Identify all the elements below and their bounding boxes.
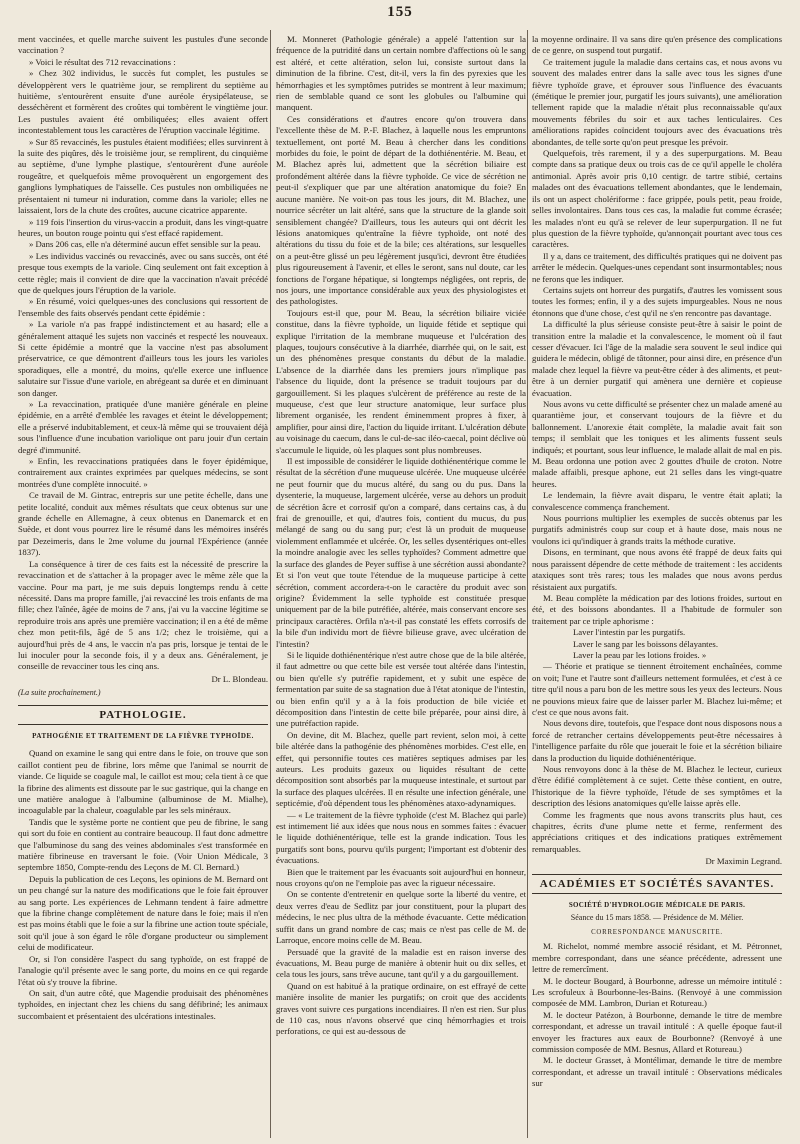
page-number: 155: [387, 4, 413, 20]
section-divider: [532, 893, 782, 894]
paragraph: » Dans 206 cas, elle n'a déterminé aucun effet sensible sur la peau.: [29, 239, 261, 250]
paragraph: On se contente d'entretenir en quelque sorte la liberté du ventre, et deux verres d'eau de Sedlitz par jour constituent, pour la plupart des médecins, le nec plus ultra de la méthode évacuante. Cette médication suffit dans un grand nombre de cas; mais ce n'est pas celle de M. de Larroque, encore moins celle de M. Beau.: [276, 889, 526, 946]
section-divider: [532, 874, 782, 875]
paragraph: Quand on est habitué à la pratique ordinaire, on est effrayé de cette manière insolite de manier les purgatifs; on croit que des accidents graves vont suivre ces purgations incendiaires. Il n'en est rien. Sur plus de 110 cas, nous n'avons observé que cinq hémorrhagies et trois perforations, ce qui est au-dessous de: [276, 980, 526, 1037]
paragraph: » La variole n'a pas frappé indistinctement et au hasard; elle a généralement attaqué les sujets non vaccinés et respecté les nouveaux. Si cette épidémie a montré que la vaccine n'est pas absolument préservatrice, ce que démontrent d'ailleurs tous les jours les varioles sporadiques, elle a montré, du moins, qu'elle exerce une influence salutaire sur l'issue d'une variole, en abrégeant sa durée et en diminuant son danger.: [18, 319, 268, 398]
paragraph: On devine, dit M. Blachez, quelle part revient, selon moi, à cette bile altérée dans la pathogénie des phénomènes morbides. C'est elle, en effet, qui personnifie toutes ces matières septiques admises par les auteurs. Les produits gazeux ou liquides résultant de cette décomposition sont absorbés par la muqueuse intestinale, et surtout par la surface des plaques ulcérées. Il en résulte une infection générale, une septicémie, d'où dépendent tous les phénomènes ataxo-adynamiques.: [276, 729, 526, 809]
paragraph: » La revaccination, pratiquée d'une manière générale en pleine épidémie, en a arrêté d'emblée les ravages et éteint le développement; elle a préservé indubitablement, et ceux-là même qui se trouvaient déjà sous l'influence d'une incubation variolique ont paru jouir d'un certain degré d'immunité.: [18, 399, 268, 455]
paragraph: Comme les fragments que nous avons transcrits plus haut, ces chapitres, écrits d'une plume nette et ferme, renferment des appréciations critiques et des indications pratiques extrêmement remarquables.: [532, 809, 782, 854]
section-divider: [18, 705, 268, 706]
column-right: [532, 34, 782, 1138]
paragraph: Nous renvoyons donc à la thèse de M. Blachez le lecteur, curieux d'être édifié complètement à ce sujet. Cette thèse contient, en outre, l'historique de la fièvre typhoïde, l'étude de ses symptômes et la description des lésions anatomiques qu'elle laisse après elle.: [532, 764, 782, 809]
paragraph: Certains sujets ont horreur des purgatifs, d'autres les vomissent sous toutes les formes; enfin, il y a des sujets impurgeables. Nous ne nous étonnons que d'une chose, c'est qu'il ne s'en rencontre pas davantage.: [532, 284, 782, 318]
paragraph: Quand on examine le sang qui entre dans le foie, on trouve que son caillot contient peu de fibrine, lors même que l'animal se nourrit de viande. Ce liquide se coagule mal, le caillot est mou; cela tient à ce que la fibrine des aliments est dissoute par le suc gastrique, qui la change en une matière analogue à l'albumine (albuminose de M. Mialhe), incoagulable par la chaleur, coagulable par les sels minéraux.: [18, 748, 268, 816]
section-heading: ACADÉMIES ET SOCIÉTÉS SAVANTES.: [539, 877, 775, 890]
paragraph: » Les individus vaccinés ou revaccinés, avec ou sans succès, ont été presque tous exempts de la variole. Cinq seulement ont fait exception à cette règle; mais il convient de dire que la vaccination n'avait précédé que de quelques jours l'éruption de la variole.: [18, 250, 268, 295]
paragraph: M. le docteur Patézon, à Bourbonne, demande le titre de membre correspondant, et adresse un travail intitulé : A quelle époque faut-il envoyer les fractures aux eaux de Bourbonne? (Renvoyé à une commission composée de MM. Besnus, Allard et Rotureau.): [532, 1009, 782, 1054]
paragraph: Nous avons vu cette difficulté se présenter chez un malade amené au quarantième jour, et conservant toujours de la fièvre et du ballonnement. L'anorexie était complète, la maladie avait fait son temps; il semblait que les toniques et les aliments fussent seuls indiqués; et pourtant, sous leur influence, le malade allait de mal en pis. M. Beau ordonna une potion avec 2 gouttes d'huile de croton. Notre malade affaibli, presque aphone, eut 21 selles dans les vingt-quatre heures.: [532, 399, 782, 489]
paragraph: Nous devons dire, toutefois, que l'espace dont nous disposons nous a forcé de retrancher certains développements peut-être nécessaires à l'intelligence parfaite du rôle que jouerait le foie et la sécrétion biliaire dans la production du liquide dothiénentérique.: [532, 718, 782, 763]
aphorism-item: Laver la peau par les lotions froides. »: [573, 649, 707, 660]
paragraph: On sait, d'un autre côté, que Magendie produisait des phénomènes typhoïdes, en injectant chez les chiens du sang défibriné; les animaux succombaient et présentaient des ulcérations intestinales.: [18, 987, 268, 1021]
column-left: [18, 34, 268, 1138]
paragraph: M. le docteur Bougard, à Bourbonne, adresse un mémoire intitulé : Les scrofuleux à Bourbonne-les-Bains. (Renvoyé à une commission composée de MM. Lambron, Durian et Rotureau.): [532, 975, 782, 1009]
paragraph: » En résumé, voici quelques-unes des conclusions qui ressortent de l'ensemble des faits observés pendant cette épidémie :: [18, 296, 268, 318]
article-title: PATHOGÉNIE ET TRAITEMENT DE LA FIÈVRE TYPHOÏDE.: [32, 731, 254, 740]
paragraph: » Enfin, les revaccinations pratiquées dans le foyer épidémique, contrairement aux craintes exprimées par quelques médecins, se sont montrées d'une complète innocuité. »: [18, 456, 268, 489]
paragraph: Ce travail de M. Gintrac, entrepris sur une petite échelle, dans une petite localité, conduit aux mêmes résultats que ceux obtenus sur une grande échelle en Allemagne, à ceux obtenus en Danemarck et en Suède, et dont vous pourrez lire le résumé dans les mémoires insérés par Dezeimeris, dans le 2me volume du journal l'Expérience (année 1837).: [18, 490, 268, 558]
paragraph: Il est impossible de considérer le liquide dothiénentérique comme le résultat de la sécrétion d'une muqueuse ulcérée. Une muqueuse ulcérée ne peut fournir que du mucus altéré, du sang ou du pus. Dans la dysenterie, la muqueuse, largement ulcérée, verse au dehors un produit de sécrétion âcre et corrosif qu'on a comparé, dans certains cas, à du frai de grenouille, et qui, d'autres fois, contient du mucus, du pus mélangé de sang ou du sang pur; c'est là un produit de muqueuse violemment enflammée et ulcérée. Or, les selles dysentériques ont-elles la moindre analogie avec les selles typhoïdes? Comment admettre que la surface des glandes de Peyer suffise à une sécrétion aussi abondante? Et si l'on veut que toute l'étendue de la muqueuse participe à cette sécrétion, comment accordera-t-on le caractère du produit avec son origine? Évidemment la selle typhoïde est constituée presque uniquement par de la bile putréfiée, altérée, mais conservant encore ses principaux caractères. Orfila n'a-t-il pas constaté les effets corrosifs de la bile d'un individu mort de fièvre bilieuse grave, avec ulcération de l'intestin?: [276, 456, 526, 649]
society-title: SOCIÉTÉ D'HYDROLOGIE MÉDICALE DE PARIS.: [568, 901, 746, 910]
paragraph: M. Richelot, nommé membre associé résidant, et M. Pétronnet, membre correspondant, dans une séance précédente, adressent une lettre de remercîment.: [532, 941, 782, 975]
paragraph: Quelquefois, très rarement, il y a des superpurgations. M. Beau compte dans sa pratique deux ou trois cas de ce qu'il appelle le choléra antimonial. Après avoir pris 0,10 centigr. de tartre stibié, certains malades ont des évacuations tellement abondantes, que le lendemain, ils ont un aspect cholériforme : face grippée, pouls petit, peau froide, selles involontaires. Dans tous ces cas, la maladie fut comme écrasée; les malades n'ont eu qu'à se relever de leur superpurgation. Il ne fut plus question de la fièvre typhoïde, qu'annonçait pourtant avec tous ces caractères.: [532, 148, 782, 250]
paragraph: M. Monneret (Pathologie générale) a appelé l'attention sur la fréquence de la putridité dans un certain nombre d'affections où le sang est altéré, et cette altération, selon lui, consiste surtout dans la diminution de la fibrine. C'est, dit-il, vers la fin des pyrexies que les hémorrhagies et les symptômes putrides se montrent à leur maximum; rien de semblable quand ce sont les globules ou l'albumine qui manquent.: [276, 34, 526, 113]
paragraph: Toujours est-il que, pour M. Beau, la sécrétion biliaire viciée constitue, dans la fièvre typhoïde, un liquide fétide et septique qui explique l'irritation de la membrane muqueuse et l'ulcération des plaques, toujours consécutive à la diarrhée, diarrhée qui, on le sait, est un des phénomènes presque constants du début de la maladie. L'absence de la diarrhée dans les premiers jours n'implique pas l'absence du liquide, dont la présence se traduit toujours par du gargouillement. Si les plaques s'ulcèrent de préférence au reste de la muqueuse, c'est que leur structure anatomique, leur surface plus librement organisée, les rendent éminemment propres à fixer, à amplifier, pour ainsi dire, l'action du liquide irritant. L'ulcération débute au voisinage du caecum, dans le cul-de-sac iléo-caecal, point déclive où s'accumule le liquide, où les plaques sont plus nombreuses.: [276, 307, 526, 455]
paragraph: — « Le traitement de la fièvre typhoïde (c'est M. Blachez qui parle) est intimement lié aux idées que nous nous en sommes faites : évacuer le liquide dothiénentérique, telle est la grande indication. Tous les purgatifs sont bons, pourvu qu'ils purgent; l'important est d'obtenir des évacuations.: [276, 809, 526, 866]
column-middle: [276, 34, 526, 1138]
paragraph: Persuadé que la gravité de la maladie est en raison inverse des évacuations, M. Beau purge de manière à obtenir huit ou dix selles, et cela tous les jours, sans trêve aucune, tant qu'il y a du gargouillement.: [276, 946, 526, 980]
paragraph: Le lendemain, la fièvre avait disparu, le ventre était aplati; la convalescence commença franchement.: [532, 490, 782, 512]
paragraph: Ces considérations et d'autres encore qu'on trouvera dans l'excellente thèse de M. P.-F. Blachez, à laquelle nous les empruntons textuellement, ont porté M. Beau à chercher dans les conditions morbides du foie, le point de départ de la dothiénentérie. M. Beau, et M. Blachez après lui, admettent que la sécrétion biliaire est profondément altérée dans la fièvre typhoïde. Ce vice de sécrétion ne peut-il s'expliquer que par une altération anatomique du foie? En aucune manière. Ne voit-on pas tous les jours, dit M. Blachez, une nourrice sécréter un lait altéré, sans que la structure de la glande soit sensiblement changée? D'ailleurs, tous les auteurs qui ont décrit les lésions anatomiques qu'entraîne la fièvre typhoïde, ont noté des altérations du tissu du foie et de la bile; ces altérations, sur lesquelles on a peut-être glissé un peu légèrement jusqu'ici, devront être étudiées plus rigoureusement à l'avenir, et elles le seront, sans nul doute, car les fonctions de l'organe hépatique, si longtemps négligées, ont repris, de nos jours, une importance considérable aux yeux des physiologistes et des pathologistes.: [276, 113, 526, 307]
paragraph: ment vaccinées, et quelle marche suivent les pustules d'une seconde vaccination ?: [18, 34, 268, 56]
paragraph: M. Beau complète la médication par des lotions froides, surtout en été, et des boissons abondantes. Il a l'habitude de formuler son traitement par ce triple aphorisme :: [532, 592, 782, 626]
paragraph: » Voici le résultat des 712 revaccinations :: [29, 56, 176, 67]
section-heading: PATHOLOGIE.: [99, 708, 187, 721]
paragraph: Nous pourrions multiplier les exemples de succès obtenus par les purgatifs administrés coup sur coup et à haute dose, mais nous ne voulons ici qu'indiquer à grands traits la méthode curative.: [532, 513, 782, 546]
paragraph: la moyenne ordinaire. Il va sans dire qu'en présence des complications de ce genre, on suspend tout purgatif.: [532, 34, 782, 56]
correspondance-heading: CORRESPONDANCE MANUSCRITE.: [591, 928, 723, 936]
paragraph: » 119 fois l'insertion du virus-vaccin a produit, dans les vingt-quatre heures, un bouton rouge pointu qui s'est effacé rapidement.: [18, 216, 268, 238]
seance-line: Séance du 15 mars 1858. — Présidence de M. Mélier.: [570, 913, 744, 923]
author-signature: Dr Maximin Legrand.: [705, 856, 782, 867]
paragraph: » Sur 85 revaccinés, les pustules étaient modifiées; elles survinrent à la suite des piqûres, dès le troisième jour, se remplirent, du cinquième au septième, d'une lymphe plastique, s'entourèrent d'une auréole rougeâtre, et quelquefois même provoquèrent un engorgement des ganglions lymphatiques de l'aisselle. Ces pustules non ombiliquées ne présentaient ni tumeur ni induration, comme dans la variole; elles ne laissaient, lors de la chute des croûtes, aucune cicatrice apparente.: [18, 136, 268, 216]
paragraph: Ce traitement jugule la maladie dans certains cas, et nous avons vu souvent des malades entrer dans la salle avec tous les signes d'une fièvre typhoïde grave, et éprouver sous l'influence des évacuants (émétique le premier jour, purgatif les jours suivants), une amélioration tellement rapide que la maladie n'était plus reconnaissable qu'aux mouvements fébriles du soir et aux taches lenticulaires. Ces améliorations rapides coïncident toujours avec des évacuations très abondantes, de telle sorte qu'on peut presque les prévoir.: [532, 56, 782, 147]
aphorism-item: Laver l'intestin par les purgatifs.: [573, 627, 686, 638]
paragraph: Depuis la publication de ces Leçons, les opinions de M. Bernard ont un peu changé sur la nature des modifications que le foie fait éprouver au sang porte. Les expériences de Lehmann tendent à faire admettre que la fibrine change complètement de nature dans le foie; mais il n'en est pas moins établi que le foie a sur la fibrine une action toute spéciale, soit qu'il joue à son égard le rôle d'organe producteur ou simplement celui de modificateur.: [18, 873, 268, 953]
paragraph: — Théorie et pratique se tiennent étroitement enchaînées, comme on voit; l'une et l'autre sont d'ailleurs nettement formulées, et c'est à ce titre qu'il nous a paru bon de les mettre sous les yeux des lecteurs. Nous ne pouvions mieux faire que de laisser parler M. Blachez lui-même; et c'est ce que nous avons fait.: [532, 661, 782, 717]
section-divider: [18, 724, 268, 725]
paragraph: M. le docteur Grasset, à Montélimar, demande le titre de membre correspondant, et adresse un travail intitulé : Observations médicales sur: [532, 1055, 782, 1089]
paragraph: Il y a, dans ce traitement, des difficultés pratiques qui ne doivent pas arrêter le médecin. Quelques-unes cependant sont insurmontables; nous ne ferons que les indiquer.: [532, 250, 782, 284]
author-signature: Dr L. Blondeau.: [211, 673, 268, 684]
paragraph: Si le liquide dothiénentérique n'est autre chose que de la bile altérée, il faut admettre ou que cette bile est versée tout altérée dans l'intestin, ou bien qu'elle s'y putréfie rapidement, et y subit une espèce de fermentation par suite de sa stagnation due à l'état atonique de l'intestin, ou bien enfin qu'il y a à la fois production de bile viciée et décomposition dans l'intestin de cette bile préparée, pour ainsi dire, à une putréfaction rapide.: [276, 649, 526, 729]
aphorism-item: Laver le sang par les boissons délayantes.: [573, 638, 718, 649]
column-rule: [527, 30, 528, 1138]
paragraph: Tandis que le système porte ne contient que peu de fibrine, le sang qui sort du foie en contient au contraire beaucoup. Il faut donc admettre que l'albuminose du sang des veines abdominales s'est transformée en matière fibrineuse en traversant le foie. (Voir Union Médicale, 3 septembre 1850, Compte-rendu des Leçons de M. Cl. Bernard.): [18, 816, 268, 873]
paragraph: La difficulté la plus sérieuse consiste peut-être à saisir le point de transition entre la maladie et la convalescence, le moment où il faut cesser d'évacuer. Ici l'âge de la maladie sera souvent le seul indice qui guidera le médecin, obligé de tâtonner, pour ainsi dire, en présence d'un malade chez lequel la fièvre va peut-être céder à des aliments, et peut-être à un dernier purgatif qui amènera une dernière et copieuse évacuation.: [532, 319, 782, 398]
continuation-note: (La suite prochainement.): [18, 688, 101, 698]
paragraph: » Chez 302 individus, le succès fut complet, les pustules se développèrent vers le quatrième jour, se remplirent du septième au huitième, s'entourèrent ensuite d'une auréole érysipélateuse, se desséchèrent et formèrent des croûtes qui tombèrent le vingtième jour. Les pustules avaient été ombiliquées; elles avaient offert incontestablement tous les caractères de l'éruption vaccinale légitime.: [18, 68, 268, 136]
paragraph: Or, si l'on considère l'aspect du sang typhoïde, on est frappé de l'analogie qu'il présente avec le sang porte, du moins en ce qui regarde l'état où s'y trouve la fibrine.: [18, 953, 268, 987]
paragraph: La conséquence à tirer de ces faits est la nécessité de prescrire la revaccination et de s'attacher à la propager avec le même zèle que la vaccine. Pour ma part, je me suis depuis longtemps rendu à cette nécessité. Dans ma propre famille, j'ai revacciné les trois enfants de ma fille; chez l'aînée, âgée de moins de 7 ans, j'ai vu la vaccine légitime se reproduire trois ans après une première vaccination; il en a été de même chez mon petit-fils, âgé de 5 ans 1/2; chez le troisième, qui a aujourd'hui près de 4 ans, le vaccin n'a pas pris, lorsque je tentai de le lui inoculer pour la seconde fois, il y a deux ans. Généralement, je conseille de revacciner tous les cinq ans.: [18, 558, 268, 672]
paragraph: Disons, en terminant, que nous avons été frappé de deux faits qui nous paraissent dépendre de cette méthode de traitement : les accidents ataxiques sont très rares; tous les malades que nous avons perdus résistaient aux purgatifs.: [532, 547, 782, 592]
paragraph: Bien que le traitement par les évacuants soit aujourd'hui en honneur, nous croyons qu'on ne l'emploie pas avec la rigueur nécessaire.: [276, 866, 526, 889]
column-rule: [270, 30, 271, 1138]
